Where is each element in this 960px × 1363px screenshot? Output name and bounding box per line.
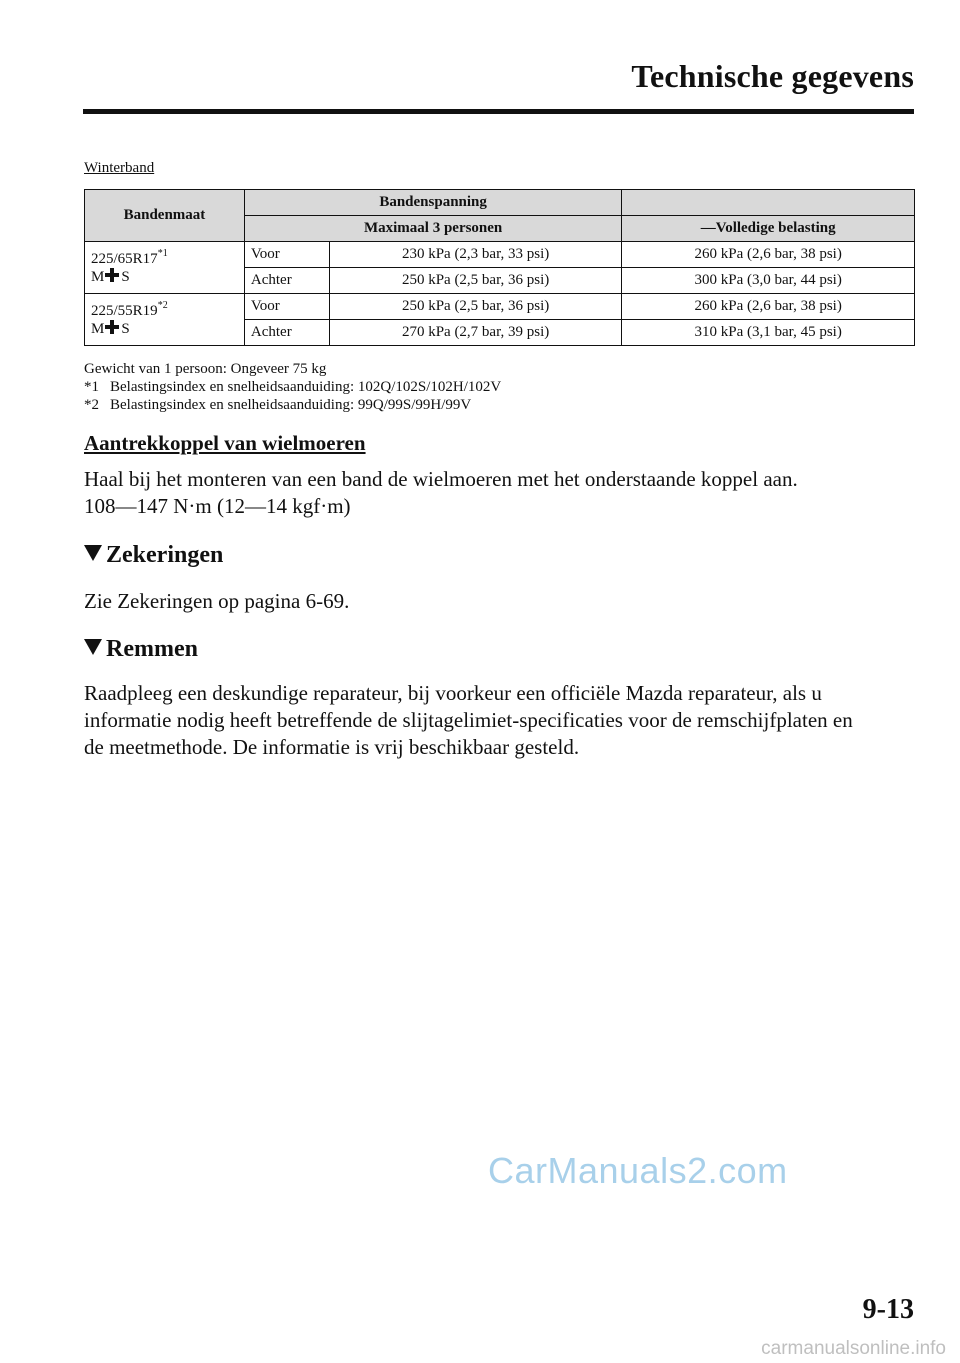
tire-size: 225/65R17: [91, 250, 158, 267]
pressure-max3-cell: 250 kPa (2,5 bar, 36 psi): [329, 268, 622, 294]
brakes-line-2: informatie nodig heeft betreffende de slijtagelimiet-specificaties voor de remschijfplaten en: [84, 708, 853, 732]
position-cell: Achter: [244, 268, 329, 294]
tire-size-cell: [85, 294, 245, 346]
footnote-mark: *1: [84, 379, 99, 395]
table-row: [85, 294, 915, 320]
col-header-max3: Maximaal 3 personen: [244, 216, 622, 242]
mud-snow-suffix: S: [121, 320, 130, 337]
footnote-1: [84, 378, 501, 396]
winter-tire-label: Winterband: [84, 160, 155, 176]
brakes-line-3: de meetmethode. De informatie is vrij beschikbaar gesteld.: [84, 735, 580, 759]
page-header-title: Technische gegevens: [631, 58, 914, 94]
col-header-size: Bandenmaat: [85, 190, 245, 242]
footnote-2: [84, 396, 501, 414]
pressure-max3-cell: 270 kPa (2,7 bar, 39 psi): [329, 320, 622, 346]
tire-pressure-table: [84, 189, 915, 346]
fuses-heading-text: Zekeringen: [106, 542, 224, 568]
torque-heading: Aantrekkoppel van wielmoeren: [84, 431, 366, 455]
pressure-full-cell: 310 kPa (3,1 bar, 45 psi): [622, 320, 915, 346]
mud-snow-prefix: M: [91, 268, 105, 285]
tire-size-cell: [85, 242, 245, 294]
plus-icon: [105, 320, 119, 334]
table-header-row: [85, 190, 915, 216]
footnote-text: Belastingsindex en snelheidsaanduiding: 99Q/99S/99H/99V: [110, 397, 472, 413]
footnote-text: Belastingsindex en snelheidsaanduiding: 102Q/102S/102H/102V: [110, 379, 502, 395]
mud-snow-suffix: S: [121, 268, 130, 285]
position-cell: Achter: [244, 320, 329, 346]
triangle-down-icon: [84, 545, 102, 561]
page-number: 9-13: [862, 1294, 914, 1325]
pressure-max3-cell: 250 kPa (2,5 bar, 36 psi): [329, 294, 622, 320]
fuses-text: Zie Zekeringen op pagina 6-69.: [84, 589, 350, 613]
brakes-text: [84, 680, 924, 761]
torque-line-2: 108―147 N·m (12―14 kgf·m): [84, 494, 351, 518]
brakes-heading-text: Remmen: [106, 636, 198, 662]
col-header-pressure-cont: [622, 190, 915, 216]
col-header-pressure: Bandenspanning: [244, 190, 622, 216]
weight-note: Gewicht van 1 persoon: Ongeveer 75 kg: [84, 361, 327, 377]
brakes-heading: [84, 636, 198, 663]
position-cell: Voor: [244, 242, 329, 268]
pressure-full-cell: 260 kPa (2,6 bar, 38 psi): [622, 294, 915, 320]
torque-line-1: Haal bij het monteren van een band de wielmoeren met het onderstaande koppel aan.: [84, 467, 798, 491]
torque-text: [84, 466, 924, 520]
col-header-full: ―Volledige belasting: [622, 216, 915, 242]
header-rule: [83, 109, 914, 114]
tire-size: 225/55R19: [91, 302, 158, 319]
mud-snow-prefix: M: [91, 320, 105, 337]
footnote-ref: *2: [157, 299, 168, 311]
footer-site: carmanualsonline.info: [761, 1338, 946, 1359]
footnote-ref: *1: [157, 247, 168, 259]
triangle-down-icon: [84, 639, 102, 655]
table-notes: [84, 360, 501, 414]
watermark: CarManuals2.com: [488, 1150, 788, 1191]
brakes-line-1: Raadpleeg een deskundige reparateur, bij voorkeur een officiële Mazda reparateur, als u: [84, 681, 822, 705]
table-row: [85, 242, 915, 268]
position-cell: Voor: [244, 294, 329, 320]
plus-icon: [105, 268, 119, 282]
pressure-max3-cell: 230 kPa (2,3 bar, 33 psi): [329, 242, 622, 268]
pressure-full-cell: 260 kPa (2,6 bar, 38 psi): [622, 242, 915, 268]
footnote-mark: *2: [84, 397, 99, 413]
pressure-full-cell: 300 kPa (3,0 bar, 44 psi): [622, 268, 915, 294]
fuses-heading: [84, 542, 223, 569]
